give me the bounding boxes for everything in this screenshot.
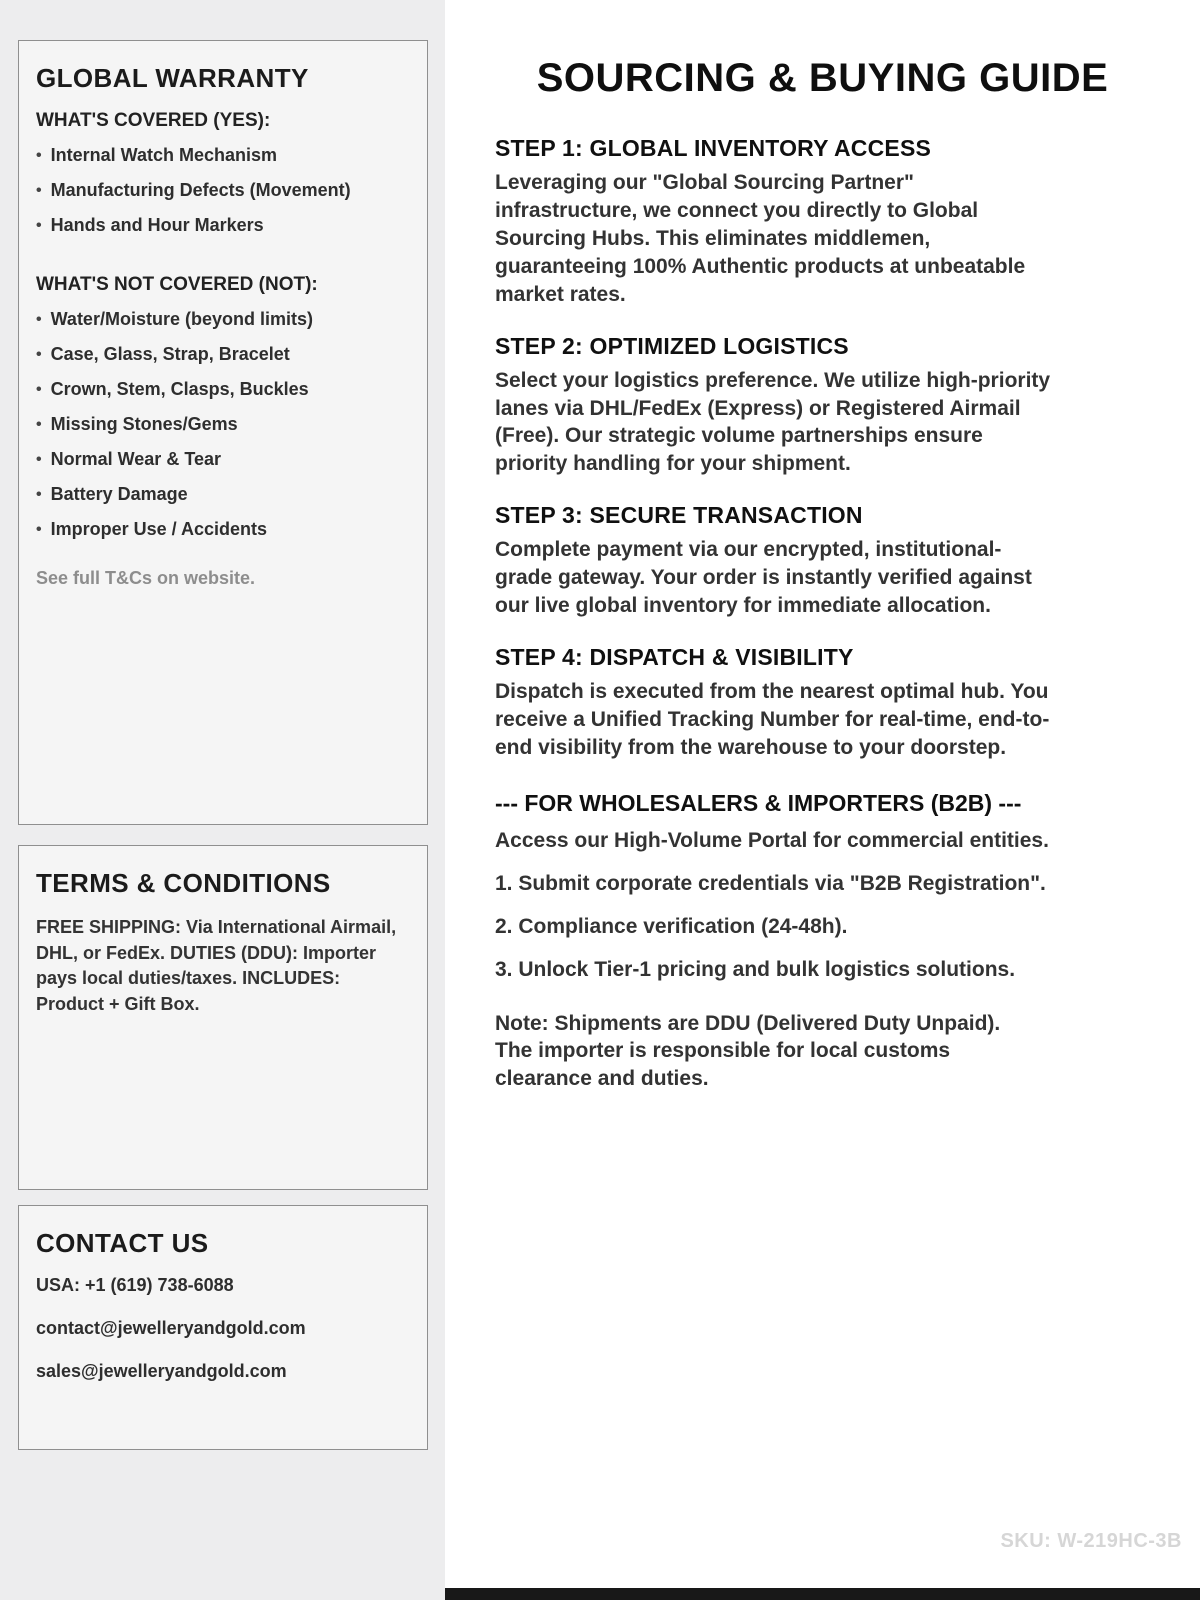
step-3-heading: STEP 3: SECURE TRANSACTION	[495, 502, 863, 529]
sidebar	[0, 0, 445, 1600]
b2b-step-3: 3. Unlock Tier-1 pricing and bulk logistics solutions.	[495, 957, 1016, 981]
step-4-heading: STEP 4: DISPATCH & VISIBILITY	[495, 644, 854, 671]
list-item-label: Manufacturing Defects (Movement)	[50, 180, 351, 200]
list-item	[36, 485, 410, 505]
list-item-label: Water/Moisture (beyond limits)	[50, 309, 313, 329]
terms-body: FREE SHIPPING: Via International Airmail, DHL, or FedEx. DUTIES (DDU): Importer pays local duties/taxes. INCLUDES: Product + Gift Box.	[36, 917, 397, 1014]
step-2-body: Select your logistics preference. We utilize high-priority lanes via DHL/FedEx (Express) or Registered Airmail (Free). Our strategic volume partnerships ensure priority handling for your shipment.	[495, 368, 1051, 476]
step-1-body: Leveraging our "Global Sourcing Partner" infrastructure, we connect you directly to Global Sourcing Hubs. This eliminates middlemen, guaranteeing 100% Authentic products at unbeatable market rates.	[495, 171, 1026, 306]
list-item	[36, 216, 410, 236]
b2b-step-2: 2. Compliance verification (24-48h).	[495, 914, 848, 938]
bullet-icon: •	[36, 486, 42, 503]
contact-email-sales: sales@jewelleryandgold.com	[36, 1361, 287, 1381]
contact-email-primary: contact@jewelleryandgold.com	[36, 1318, 306, 1338]
list-item	[36, 146, 410, 166]
b2b-intro: Access our High-Volume Portal for commercial entities.	[495, 828, 1049, 852]
terms-panel	[18, 845, 428, 1190]
step-4-section	[495, 644, 1055, 762]
list-item	[36, 310, 410, 330]
bullet-icon: •	[36, 147, 42, 164]
step-2-heading: STEP 2: OPTIMIZED LOGISTICS	[495, 332, 849, 359]
bullet-icon: •	[36, 182, 42, 199]
list-item-label: Battery Damage	[50, 484, 188, 504]
step-1-heading: STEP 1: GLOBAL INVENTORY ACCESS	[495, 135, 932, 161]
step-3-section	[495, 502, 1055, 620]
list-item-label: Normal Wear & Tear	[50, 449, 222, 469]
warranty-panel	[18, 40, 428, 825]
b2b-step-1: 1. Submit corporate credentials via "B2B Registration".	[495, 871, 1046, 895]
contact-title: CONTACT US	[36, 1228, 209, 1258]
bullet-icon: •	[36, 346, 42, 363]
bottom-bar	[445, 1588, 1200, 1600]
warranty-covered-list	[36, 146, 410, 236]
warranty-covered-title: WHAT'S COVERED (YES):	[36, 110, 271, 131]
warranty-footnote: See full T&Cs on website.	[36, 568, 256, 588]
warranty-not-covered-list	[36, 310, 410, 540]
b2b-heading: --- FOR WHOLESALERS & IMPORTERS (B2B) ---	[495, 789, 1022, 816]
list-item	[36, 415, 410, 435]
bullet-icon: •	[36, 416, 42, 433]
bullet-icon: •	[36, 451, 42, 468]
step-1-section	[495, 135, 1055, 309]
step-3-body: Complete payment via our encrypted, institutional-grade gateway. Your order is instantly verified against our live global inventory for immediate allocation.	[495, 538, 1032, 618]
list-item	[36, 181, 410, 201]
warranty-not-covered-title: WHAT'S NOT COVERED (NOT):	[36, 274, 318, 295]
sku-label: SKU: W-219HC-3B	[1000, 1530, 1182, 1552]
bullet-icon: •	[36, 381, 42, 398]
list-item-label: Missing Stones/Gems	[50, 414, 238, 434]
list-item-label: Crown, Stem, Clasps, Buckles	[50, 379, 309, 399]
warranty-title: GLOBAL WARRANTY	[36, 63, 309, 93]
step-2-section	[495, 333, 1055, 479]
bullet-icon: •	[36, 311, 42, 328]
bullet-icon: •	[36, 217, 42, 234]
list-item	[36, 380, 410, 400]
b2b-section	[495, 790, 1075, 1093]
list-item-label: Internal Watch Mechanism	[50, 145, 277, 165]
list-item	[36, 345, 410, 365]
terms-title: TERMS & CONDITIONS	[36, 868, 331, 898]
list-item	[36, 520, 410, 540]
contact-panel	[18, 1205, 428, 1450]
bullet-icon: •	[36, 521, 42, 538]
list-item-label: Hands and Hour Markers	[50, 215, 264, 235]
list-item-label: Case, Glass, Strap, Bracelet	[50, 344, 290, 364]
list-item	[36, 450, 410, 470]
contact-phone: USA: +1 (619) 738-6088	[36, 1275, 234, 1295]
main-content	[445, 0, 1200, 1600]
page-title: SOURCING & BUYING GUIDE	[536, 56, 1109, 100]
list-item-label: Improper Use / Accidents	[50, 519, 268, 539]
b2b-note: Note: Shipments are DDU (Delivered Duty Unpaid). The importer is responsible for local customs clearance and duties.	[495, 1011, 1001, 1091]
step-4-body: Dispatch is executed from the nearest optimal hub. You receive a Unified Tracking Number for real-time, end-to-end visibility from the warehouse to your doorstep.	[495, 680, 1050, 759]
